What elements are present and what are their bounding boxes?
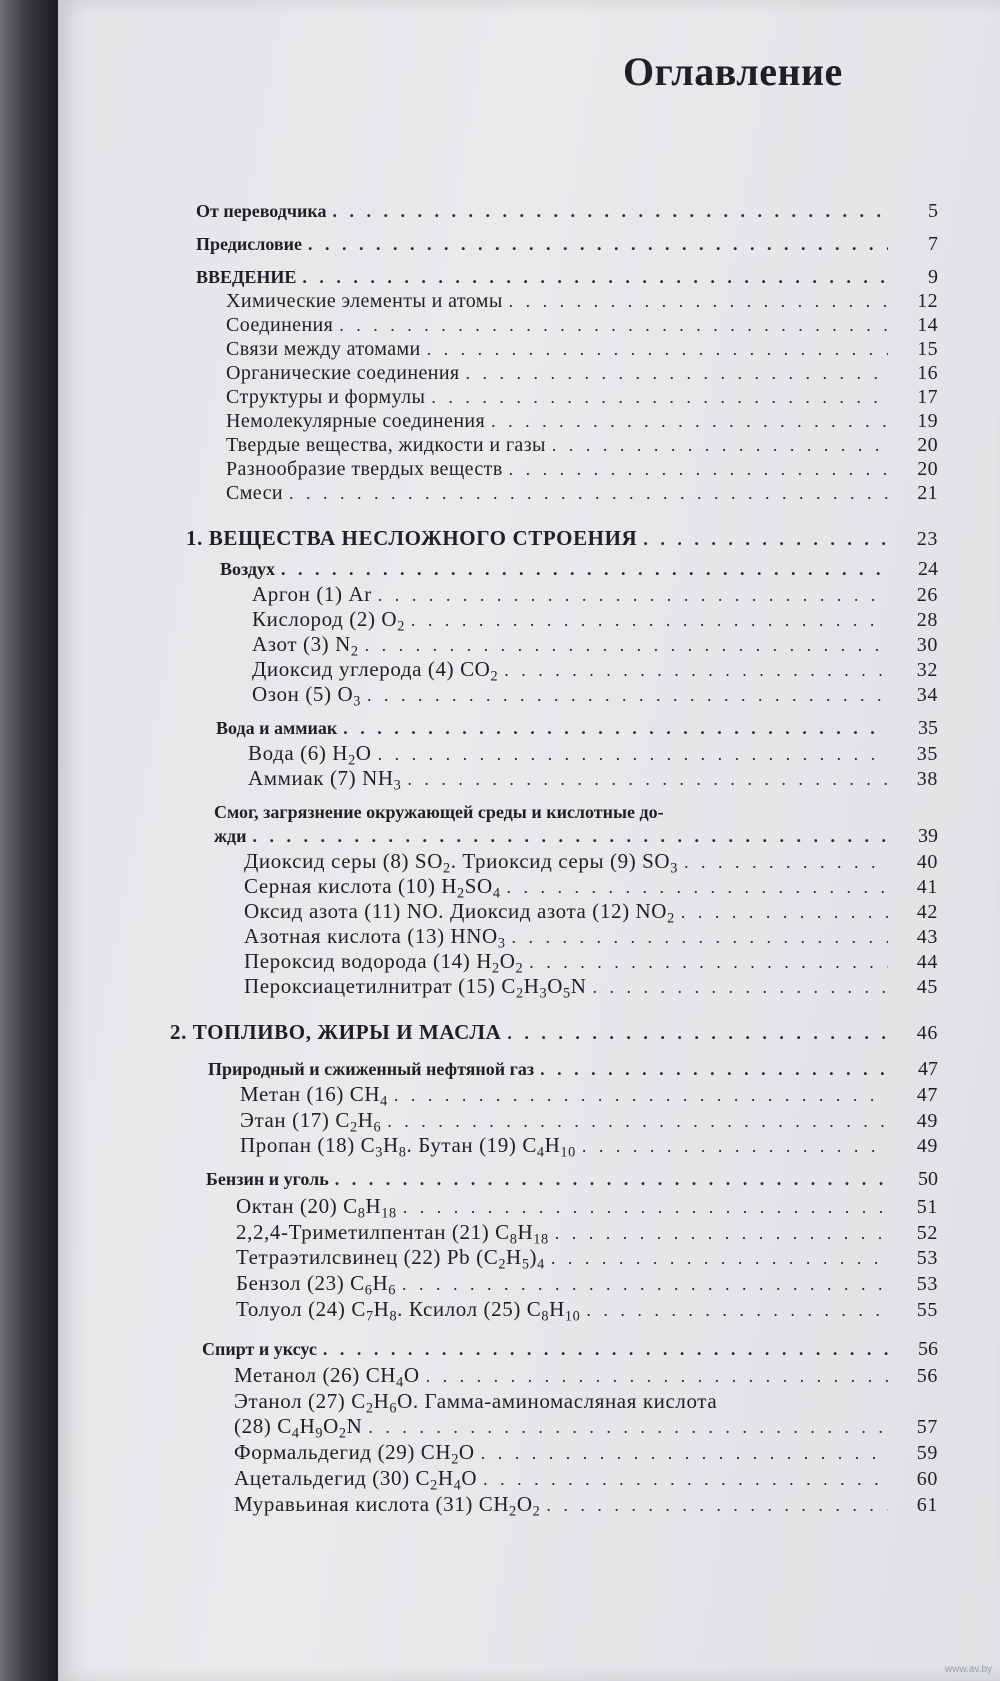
toc-entry-page: 56 (916, 1365, 938, 1387)
toc-entry (234, 1490, 938, 1518)
toc-entry-page: 39 (918, 825, 938, 847)
toc-entry (236, 1243, 938, 1271)
toc-entry-page: 44 (916, 951, 938, 973)
toc-entry-page: 50 (918, 1168, 938, 1190)
toc-entry-title: 1. ВЕЩЕСТВА НЕСЛОЖНОГО СТРОЕНИЯ (186, 526, 638, 550)
watermark: www.av.by (944, 1664, 992, 1675)
book-spine-shadow (0, 0, 58, 1681)
toc-entry-title: Смог, загрязнение окружающей среды и кислотные до- (214, 802, 664, 822)
toc-entry (196, 230, 938, 258)
toc-entry-page: 57 (916, 1416, 938, 1438)
toc-entry-title: Вода и аммиак (216, 718, 338, 738)
dot-leader (402, 1270, 888, 1298)
toc-entry-page: 35 (916, 743, 938, 765)
toc-entry-title: Формальдегид (29) $CH_2O$ (234, 1440, 475, 1468)
toc-entry-title: Кислород (2) $O_2$ (252, 607, 405, 635)
toc-entry-page: 42 (916, 901, 938, 923)
toc-entry-title: Природный и сжиженный нефтяной газ (208, 1059, 535, 1079)
toc-entry (236, 1269, 938, 1297)
dot-leader (643, 525, 888, 553)
toc-entry-title: Соединения (226, 314, 334, 336)
toc-entry-title: Озон (5) $O_3$ (252, 682, 361, 710)
toc-entry-page: 40 (916, 851, 938, 873)
toc-entry (234, 1387, 938, 1415)
toc-entry-page: 24 (918, 558, 938, 580)
toc-entry-title: Разнообразие твердых веществ (226, 458, 503, 480)
toc-entry-title: Связи между атомами (226, 338, 421, 360)
dot-leader (483, 1465, 888, 1493)
toc-entry-title: Метан (16) $CH_4$ (240, 1082, 388, 1110)
toc-entry-title: Вода (6) $H_2O$ (248, 741, 372, 769)
toc-entry-title: Этанол (27) $C_2H_6O$. Гамма-аминомасляная кислота (234, 1389, 718, 1417)
toc-entry (226, 479, 938, 507)
dot-leader (323, 1335, 888, 1363)
toc-entry-page: 23 (916, 528, 938, 550)
dot-leader (308, 230, 888, 258)
toc-entry-title: Диоксид серы (8) $SO_2$. Триоксид серы (9) $SO_3$ (244, 849, 678, 877)
toc-entry-title: Азот (3) $N_2$ (252, 632, 359, 660)
toc-entry (220, 555, 938, 583)
toc-entry (186, 524, 938, 552)
toc-entry-page: 7 (928, 233, 938, 255)
toc-entry-page: 46 (916, 1022, 938, 1044)
dot-leader (546, 1491, 888, 1519)
dot-leader (407, 765, 888, 793)
toc-entry-title: Аммиак (7) $NH_3$ (248, 766, 402, 794)
toc-entry-page: 14 (917, 314, 938, 336)
dot-leader (551, 1244, 888, 1272)
toc-entry-page: 56 (918, 1338, 938, 1360)
toc-entry-title: Пероксид водорода (14) $H_2O_2$ (244, 949, 524, 977)
toc-entry (234, 1464, 938, 1492)
toc-entry (240, 1080, 938, 1108)
toc-entry-title: Воздух (220, 559, 276, 579)
dot-leader (335, 1165, 888, 1193)
toc-entry (244, 897, 938, 925)
page-title: Оглавление (623, 49, 843, 94)
toc-entry-title: (28) $C_4H_9O_2N$ (234, 1414, 363, 1442)
dot-leader (586, 1296, 888, 1324)
toc-entry (248, 739, 938, 767)
toc-entry-page: 17 (917, 386, 938, 408)
toc-entry (244, 872, 938, 900)
toc-entry-title: ВВЕДЕНИЕ (196, 267, 297, 287)
toc-entry (252, 630, 938, 658)
toc-entry (252, 580, 938, 608)
toc-entry (252, 605, 938, 633)
toc-entry (240, 1131, 938, 1159)
dot-leader (367, 681, 888, 709)
toc-entry-title: Пероксиацетилнитрат (15) $C_2H_3O_5N$ (244, 974, 587, 1002)
toc-entry-title: Немолекулярные соединения (226, 410, 486, 432)
toc-entry (236, 1218, 938, 1246)
toc-entry-title: 2,2,4-Триметилпентан (21) $C_8H_{18}$ (236, 1220, 549, 1248)
toc-entry-page: 20 (917, 458, 938, 480)
toc-entry (252, 680, 938, 708)
toc-entry (234, 1438, 938, 1466)
toc-entry-title: От переводчика (196, 201, 327, 221)
toc-entry-title: Структуры и формулы (226, 386, 426, 408)
toc-entry-page: 41 (916, 876, 938, 898)
toc-entry-title: Предисловие (196, 234, 302, 254)
toc-entry-title: Пропан (18) $C_3H_8$. Бутан (19) $C_4H_{10}$ (240, 1133, 576, 1161)
toc-entry-page: 21 (917, 482, 938, 504)
dot-leader (582, 1132, 888, 1160)
toc-entry (202, 1335, 938, 1363)
toc-entry (244, 947, 938, 975)
toc-entry (234, 1412, 938, 1440)
toc-entry-page: 20 (917, 434, 938, 456)
dot-leader (343, 714, 888, 742)
toc-entry-page: 49 (916, 1135, 938, 1157)
dot-leader (507, 1019, 888, 1047)
toc-entry-page: 53 (916, 1273, 938, 1295)
toc-entry (196, 197, 938, 225)
dot-leader (394, 1081, 888, 1109)
dot-leader (289, 479, 888, 507)
dot-leader (426, 1362, 888, 1390)
toc-entry-page: 43 (916, 926, 938, 948)
toc-entry-title: Химические элементы и атомы (226, 290, 503, 312)
toc-entry-title: Органические соединения (226, 362, 460, 384)
toc-entry (214, 822, 938, 850)
toc-entry-page: 52 (916, 1222, 938, 1244)
toc-entry-title: Этан (17) $C_2H_6$ (240, 1108, 382, 1136)
toc-entry (170, 1018, 938, 1046)
toc-entry-title: Серная кислота (10) $H_2SO_4$ (244, 874, 501, 902)
toc-entry (244, 972, 938, 1000)
dot-leader (333, 197, 888, 225)
toc-entry-page: 49 (916, 1110, 938, 1132)
toc-entry (206, 1165, 938, 1193)
toc-entry (248, 764, 938, 792)
toc-entry-title: Смеси (226, 482, 283, 504)
dot-leader (403, 1193, 888, 1221)
toc-entry-page: 47 (918, 1058, 938, 1080)
toc-entry-page: 28 (916, 609, 938, 631)
toc-entry-page: 47 (916, 1084, 938, 1106)
toc-entry-page: 38 (916, 768, 938, 790)
toc-entry-page: 26 (916, 584, 938, 606)
book-page (58, 0, 1000, 1681)
toc-entry-page: 35 (918, 717, 938, 739)
toc-entry-title: Ацетальдегид (30) $C_2H_4O$ (234, 1466, 478, 1494)
toc-entry-page: 60 (916, 1468, 938, 1490)
toc-entry-page: 59 (916, 1442, 938, 1464)
toc-entry-page: 16 (917, 362, 938, 384)
dot-leader (281, 555, 888, 583)
toc-entry (244, 847, 938, 875)
toc-entry-title: Спирт и уксус (202, 1339, 317, 1359)
dot-leader (592, 973, 888, 1001)
toc-entry-page: 30 (916, 634, 938, 656)
toc-entry-page: 55 (916, 1299, 938, 1321)
toc-entry-title: Диоксид углерода (4) $CO_2$ (252, 657, 499, 685)
toc-entry (236, 1295, 938, 1323)
toc-entry (244, 922, 938, 950)
toc-entry (252, 655, 938, 683)
dot-leader (368, 1413, 888, 1441)
toc-entry-title: Бензин и уголь (206, 1169, 329, 1189)
toc-entry (240, 1106, 938, 1134)
toc-entry-page: 45 (916, 976, 938, 998)
toc-entry-title: Аргон (1) Ar (252, 582, 372, 606)
toc-entry-title: 2. ТОПЛИВО, ЖИРЫ И МАСЛА (170, 1020, 502, 1044)
toc-entry-page: 61 (916, 1494, 938, 1516)
toc-entry (236, 1192, 938, 1220)
toc-entry-page: 15 (917, 338, 938, 360)
toc-entry-page: 19 (917, 410, 938, 432)
dot-leader (540, 1055, 888, 1083)
toc-entry (216, 714, 938, 742)
toc-entry-page: 32 (916, 659, 938, 681)
toc-entry-title: Метанол (26) $CH_4O$ (234, 1363, 420, 1391)
toc-entry-page: 12 (917, 290, 938, 312)
toc-entry-page: 53 (916, 1247, 938, 1269)
toc-entry-title: Азотная кислота (13) $HNO_3$ (244, 924, 506, 952)
toc-entry (208, 1055, 938, 1083)
toc-entry-title: Октан (20) $C_8H_{18}$ (236, 1194, 397, 1222)
toc-entry-page: 5 (928, 200, 938, 222)
toc-entry-title: Бензол (23) $C_6H_6$ (236, 1271, 397, 1299)
toc-entry-page: 34 (916, 684, 938, 706)
toc-entry (234, 1361, 938, 1389)
toc-entry-title: Муравьиная кислота (31) $CH_2O_2$ (234, 1492, 541, 1520)
toc-entry-title: жди (214, 826, 247, 846)
dot-leader (253, 822, 888, 850)
toc-entry-title: Твердые вещества, жидкости и газы (226, 434, 546, 456)
toc-entry-title: Тетраэтилсвинец (22) Pb $(C_2H_5)_4$ (236, 1245, 545, 1273)
toc-entry-title: Толуол (24) $C_7H_8$. Ксилол (25) $C_8H_{10}$ (236, 1297, 581, 1325)
toc-entry-page: 51 (916, 1196, 938, 1218)
toc-entry-title: Оксид азота (11) NO. Диоксид азота (12) $NO_2$ (244, 899, 675, 927)
toc-entry-page: 9 (928, 266, 938, 288)
dot-leader (481, 1439, 888, 1467)
